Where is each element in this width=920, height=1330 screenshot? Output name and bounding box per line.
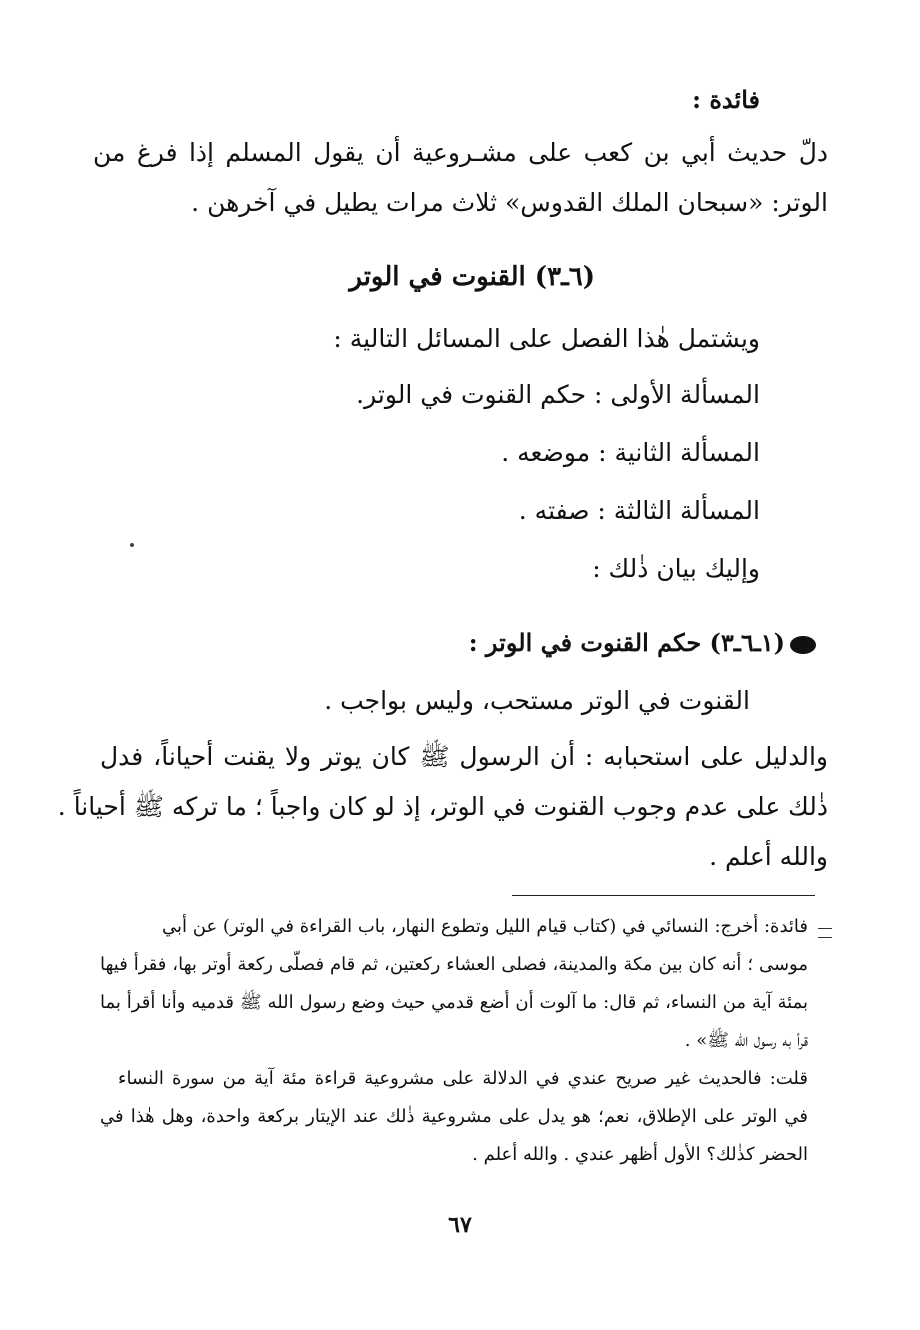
footnote-separator — [512, 895, 815, 896]
faida-line-2: الوتر: «سبحان الملك القدوس» ثلاث مرات يطيل في آخرهن . — [191, 188, 828, 217]
evidence-line-2: ذٰلك على عدم وجوب القنوت في الوتر، إذ لو كان واجباً ؛ ما تركه ﷺ أحياناً . — [57, 792, 828, 821]
intro-text: ويشتمل هٰذا الفصل على المسائل التالية : — [333, 324, 760, 353]
footnote-continuation-mark — [818, 928, 832, 938]
evidence-line-3: والله أعلم . — [709, 842, 828, 871]
outro-text: وإليك بيان ذٰلك : — [592, 554, 760, 583]
subsection-heading: (١ـ٦ـ٣) حكم القنوت في الوتر : — [468, 628, 785, 657]
footnote-line-6: في الوتر على الإطلاق، نعم؛ هو يدل على مشروعية ذٰلك عند الإيتار بركعة واحدة، وهل هٰذا في — [100, 1106, 808, 1127]
issue-3: المسألة الثالثة : صفته . — [518, 496, 760, 525]
footnote-line-4: قرأ به رسول الله ﷺ» . — [684, 1030, 808, 1051]
issue-2: المسألة الثانية : موضعه . — [501, 438, 760, 467]
footnote-line-7: الحضر كذٰلك؟ الأول أظهر عندي . والله أعلم . — [472, 1144, 808, 1165]
footnote-line-1: فائدة: أخرج: النسائي في (كتاب قيام الليل وتطوع النهار، باب القراءة في الوتر) عن أبي — [162, 916, 808, 937]
faida-label: فائدة : — [692, 85, 760, 114]
footnote-line-5: قلت: فالحديث غير صريح عندي في الدلالة على مشروعية قراءة مئة آية من سورة النساء — [118, 1068, 808, 1089]
faida-line-1: دلّ حديث أبي بن كعب على مشـروعية أن يقول المسلم إذا فرغ من — [93, 138, 828, 167]
issue-1: المسألة الأولى : حكم القنوت في الوتر. — [356, 380, 760, 409]
footnote-line-2: موسى ؛ أنه كان بين مكة والمدينة، فصلى العشاء ركعتين، ثم قام فصلّى ركعة أوتر بها، فقرأ فيها — [100, 954, 808, 975]
ruling-text: القنوت في الوتر مستحب، وليس بواجب . — [324, 686, 750, 715]
evidence-line-1: والدليل على استحبابه : أن الرسول ﷺ كان يوتر ولا يقنت أحياناً، فدل — [100, 742, 828, 771]
page-number: ٦٧ — [448, 1212, 472, 1238]
section-heading: (٦ـ٣) القنوت في الوتر — [349, 262, 595, 292]
stray-dot — [130, 543, 134, 547]
bullet-icon — [790, 636, 816, 654]
footnote-line-3: بمئة آية من النساء، ثم قال: ما آلوت أن أضع قدمي حيث وضع رسول الله ﷺ قدميه وأنا أقرأ بما — [100, 992, 808, 1013]
